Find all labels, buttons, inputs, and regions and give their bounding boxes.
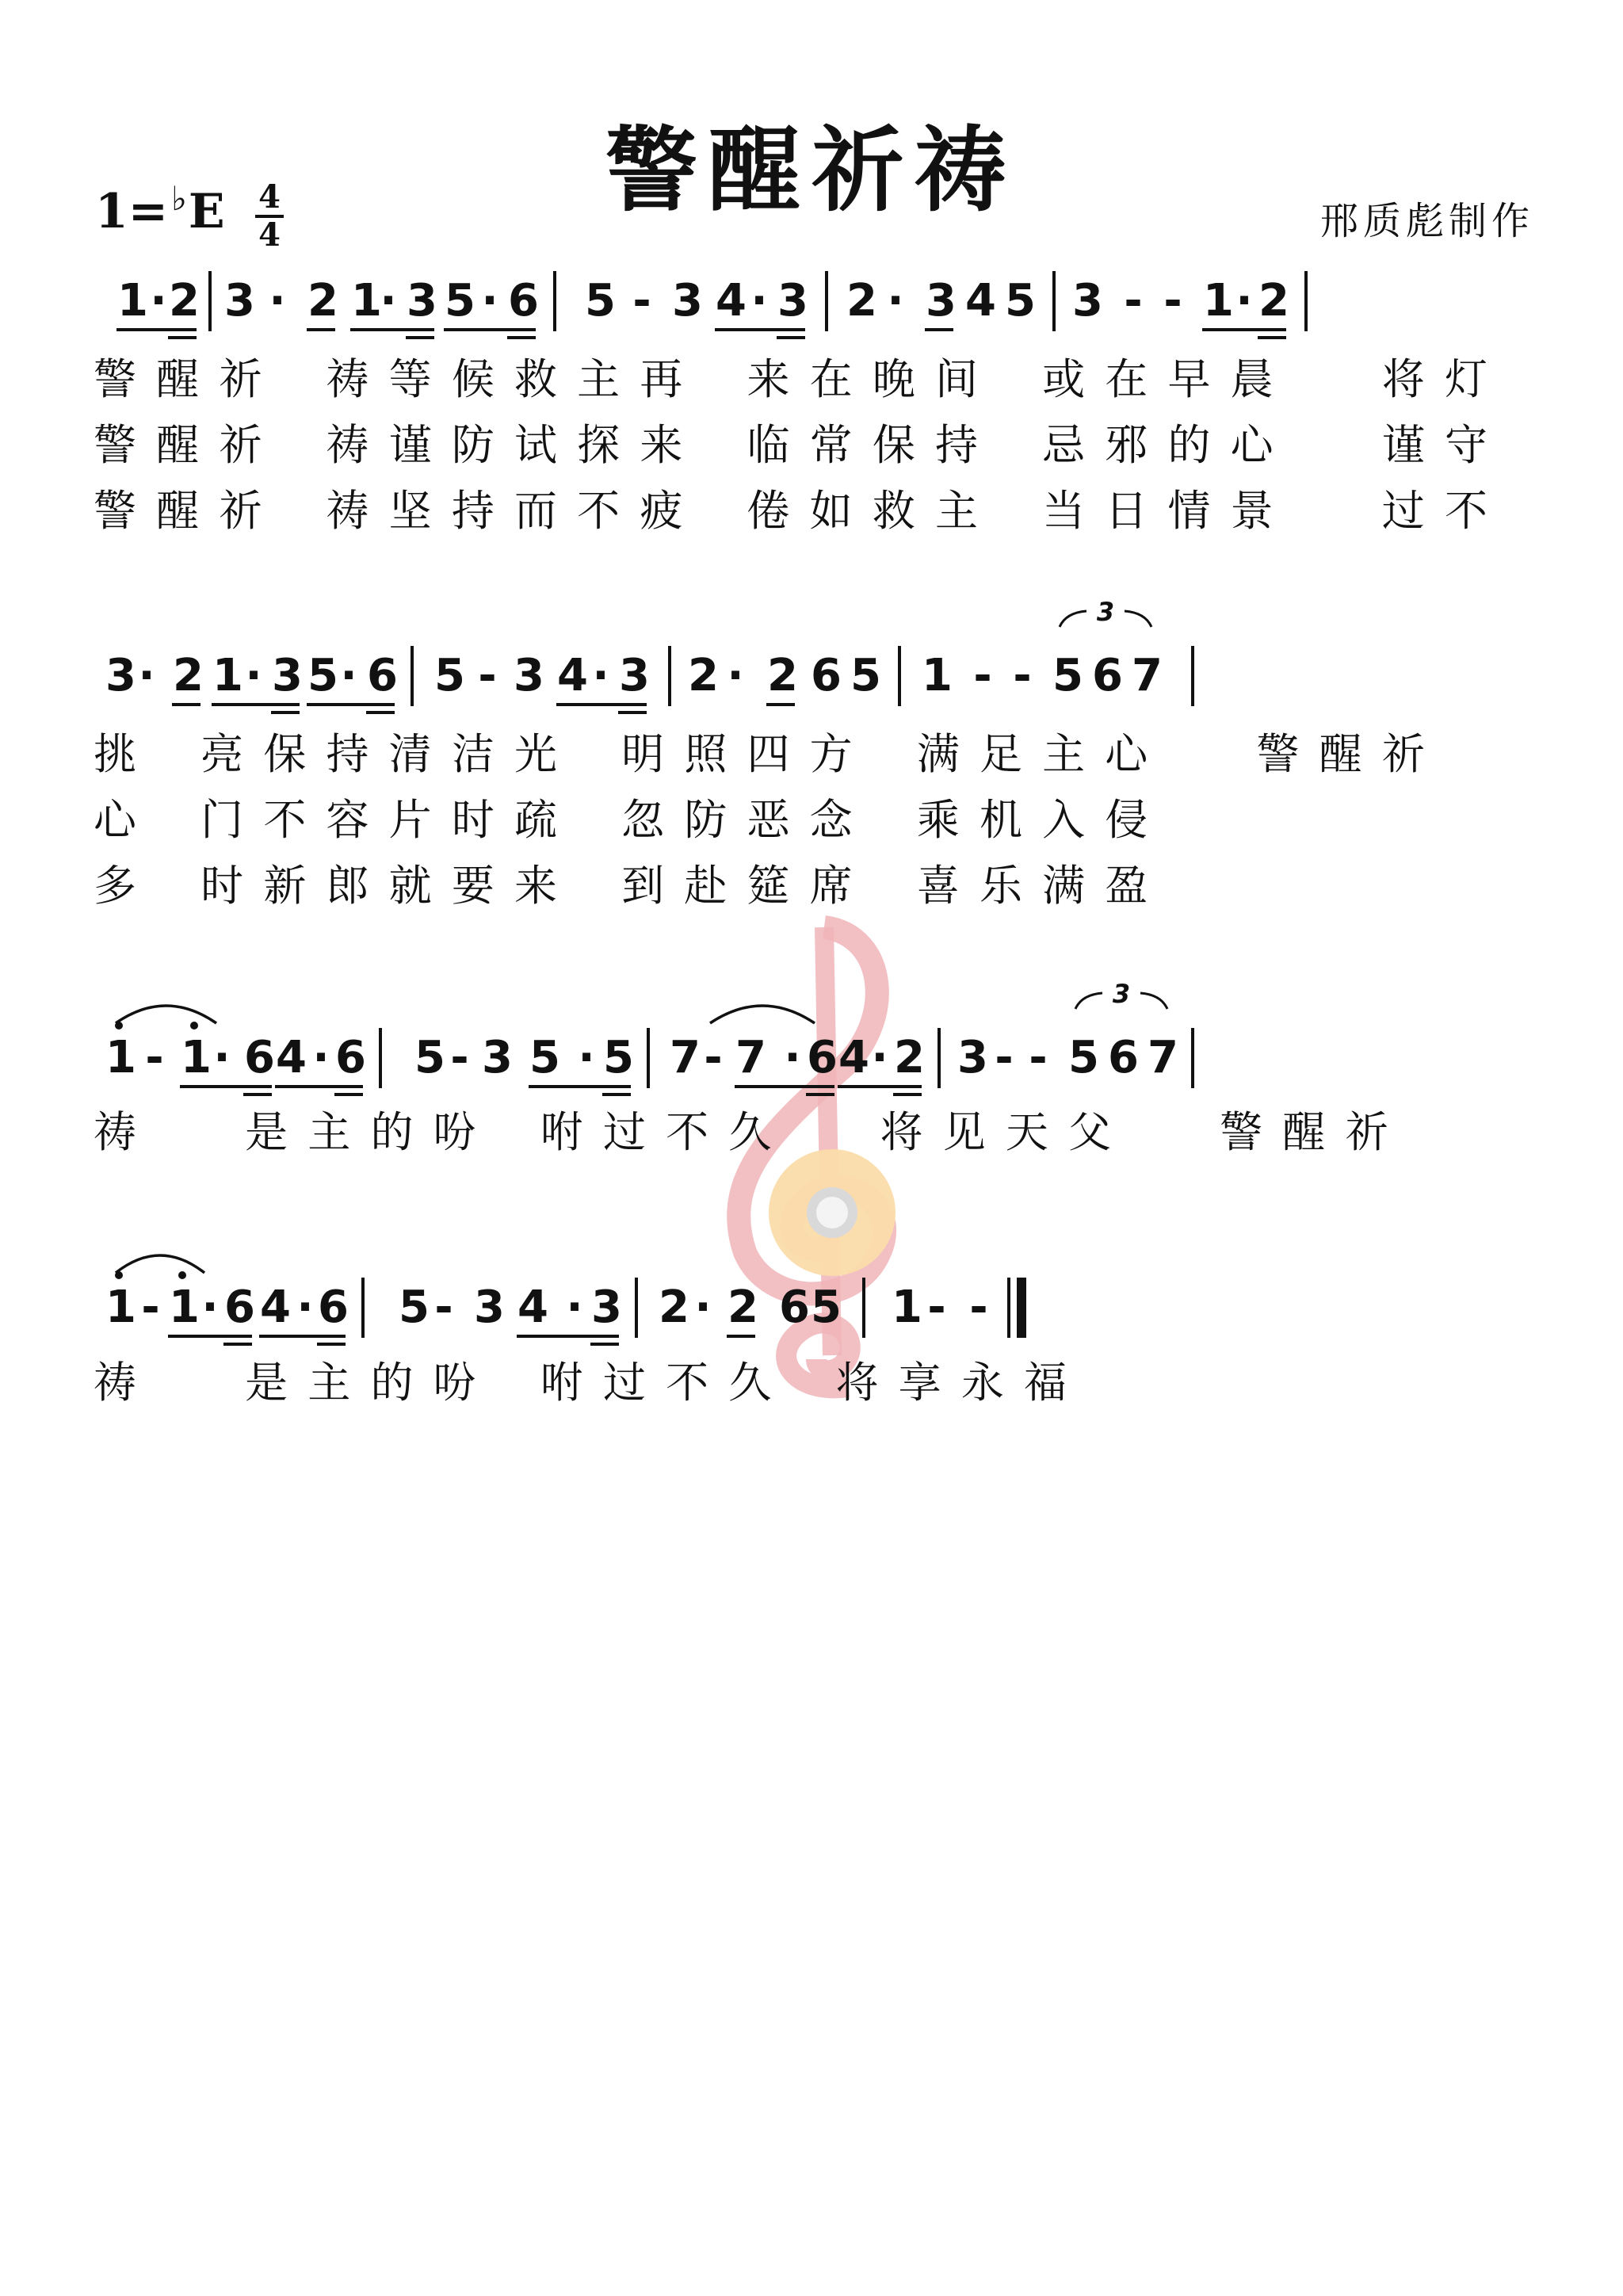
augmentation-dot: · [245,650,262,701]
jianpu-note: 4 [276,1032,307,1083]
jianpu-note: 3 [926,275,957,327]
augmentation-dot: · [380,275,397,327]
jianpu-note: 6 [779,1282,810,1333]
jianpu-note: 2 [894,1032,925,1083]
jianpu-note: 2 [727,1282,758,1333]
lyric-line: 挑 亮 保 持 清 洁 光 明 照 四 方 满 足 主 心 警 醒 祈 [94,729,1426,779]
sixteenth-underline [893,1093,922,1096]
jianpu-note: 2 [688,650,719,701]
sixteenth-underline [271,711,300,714]
triplet-bracket [1058,605,1153,628]
meter-top: 4 [258,178,281,216]
augmentation-dot: · [201,1282,219,1333]
jianpu-note: 3 [482,1032,513,1083]
sixteenth-underline [777,336,805,339]
jianpu-note: 1 [212,650,243,701]
augmentation-dot: · [481,275,498,327]
time-signature [254,178,285,254]
sixteenth-underline [406,336,434,339]
jianpu-note: 1 [1203,275,1234,327]
eighth-underline [307,328,335,331]
triplet-bracket [1074,987,1169,1010]
jianpu-note: 4 [965,275,996,327]
augmentation-dot: · [269,275,286,327]
jianpu-note: 5 [603,1032,634,1083]
lyric-line: 警 醒 祈 祷 谨 防 试 探 来 临 常 保 持 忌 邪 的 心 谨 守 [94,420,1489,470]
jianpu-note: 4 [260,1282,291,1333]
jianpu-note: 1 [105,1282,136,1333]
jianpu-note: 1 [169,1282,200,1333]
jianpu-note: 2 [307,275,338,327]
augmentation-dot: · [296,1282,314,1333]
bar-line [1052,271,1056,331]
final-barline-thin [1007,1278,1010,1338]
jianpu-note: 5 [529,1032,560,1083]
augmentation-dot: · [750,275,768,327]
jianpu-note: 6 [224,1282,255,1333]
final-barline-thick [1017,1278,1026,1338]
jianpu-note: 2 [767,650,798,701]
sixteenth-underline [507,336,536,339]
jianpu-note: 5 [307,650,338,701]
jianpu-note: 2 [846,275,877,327]
sixteenth-underline [618,711,647,714]
eighth-underline [172,703,200,706]
augmentation-dot: · [727,650,744,701]
tie-arc [707,995,818,1026]
eighth-underline [766,703,795,706]
jianpu-note: 4 [716,275,747,327]
augmentation-dot: · [887,275,904,327]
jianpu-note: 5 [585,275,616,327]
sixteenth-underline [334,1093,363,1096]
jianpu-note: 6 [335,1032,366,1083]
bar-line [647,1028,650,1088]
tie-arc [113,995,220,1026]
key-signature [95,179,225,239]
eighth-underline [1202,328,1286,331]
augmentation-dot: · [694,1282,712,1333]
augmentation-dot: · [312,1032,330,1083]
jianpu-note: 5 [1005,275,1036,327]
augmentation-dot: · [138,650,155,701]
triplet-number: 3 [1096,597,1115,627]
jianpu-note: 3 [672,275,703,327]
sixteenth-underline [602,1093,631,1096]
dash-extension: - [141,1282,160,1333]
lyric-line: 警 醒 祈 祷 坚 持 而 不 疲 倦 如 救 主 当 日 情 景 过 不 [94,486,1489,536]
augmentation-dot: · [871,1032,888,1083]
sixteenth-underline [590,1343,619,1346]
jianpu-note: 3 [272,650,303,701]
jianpu-note: 3 [224,275,255,327]
eighth-underline [180,1085,272,1088]
dash-extension: - [969,1282,988,1333]
eighth-underline [529,1085,631,1088]
bar-line [898,646,901,706]
sixteenth-underline [168,336,197,339]
augmentation-dot: · [566,1282,583,1333]
bar-line [411,646,414,706]
sixteenth-underline [366,711,395,714]
dash-extension: - [434,1282,453,1333]
eighth-underline [517,1335,619,1338]
jianpu-note: 5 [445,275,475,327]
jianpu-note: 7 [670,1032,701,1083]
eighth-underline [212,703,300,706]
sixteenth-underline [317,1343,346,1346]
dash-extension: - [632,275,651,327]
bar-line [1191,646,1194,706]
jianpu-note: 6 [244,1032,275,1083]
key-prefix: 1= [95,184,169,239]
jianpu-note: 5 [850,650,881,701]
lyric-line: 多 时 新 郎 就 要 来 到 赴 筵 席 喜 乐 满 盈 [94,861,1150,911]
sixteenth-underline [223,1343,252,1346]
eighth-underline [715,328,805,331]
augmentation-dot: · [1235,275,1253,327]
bar-line [361,1278,365,1338]
dash-extension: - [1013,650,1032,701]
lyric-line: 警 醒 祈 祷 等 候 救 主 再 来 在 晚 间 或 在 早 晨 将 灯 [94,354,1489,404]
sixteenth-underline [1258,336,1286,339]
jianpu-note: 2 [169,275,200,327]
jianpu-note: 6 [811,650,842,701]
jianpu-note: 4 [838,1032,869,1083]
eighth-underline [116,328,197,331]
tie-arc [113,1244,208,1276]
lyric-line: 祷 是 主 的 吩 咐 过 不 久 将 见 天 父 警 醒 祈 [94,1107,1390,1157]
jianpu-note: 3 [407,275,437,327]
jianpu-note: 1 [117,275,148,327]
dash-extension: - [704,1032,723,1083]
sixteenth-underline [243,1093,272,1096]
jianpu-note: 1 [105,1032,136,1083]
bar-line [208,271,212,331]
augmentation-dot: · [784,1032,801,1083]
bar-line [1304,271,1308,331]
jianpu-note: 6 [367,650,398,701]
bar-line [668,646,671,706]
jianpu-note: 4 [517,1282,548,1333]
eighth-underline [307,703,395,706]
jianpu-note: 2 [173,650,204,701]
jianpu-note: 6 [508,275,539,327]
eighth-underline [168,1335,252,1338]
eighth-underline [259,1335,346,1338]
bar-line [862,1278,865,1338]
bar-line [379,1028,382,1088]
jianpu-note: 7 [1132,650,1163,701]
jianpu-note: 4 [557,650,588,701]
bar-line [553,271,556,331]
jianpu-note: 5 [414,1032,445,1083]
augmentation-dot: · [213,1032,231,1083]
augmentation-dot: · [578,1032,595,1083]
jianpu-note: 1 [892,1282,922,1333]
jianpu-note: 1 [351,275,382,327]
triplet-number: 3 [1112,979,1131,1009]
jianpu-note: 1 [922,650,953,701]
jianpu-note: 7 [735,1032,766,1083]
jianpu-note: 3 [777,275,808,327]
augmentation-dot: · [150,275,167,327]
augmentation-dot: · [592,650,609,701]
eighth-underline [556,703,647,706]
jianpu-note: 5 [811,1282,842,1333]
jianpu-note: 1 [181,1032,212,1083]
meter-bottom: 4 [258,216,281,254]
dash-extension: - [973,650,992,701]
eighth-underline [925,328,953,331]
jianpu-note: 6 [1108,1032,1139,1083]
author-credit: 邢质彪制作 [1319,199,1534,243]
bar-line [1191,1028,1194,1088]
jianpu-note: 3 [105,650,136,701]
bar-line [825,271,828,331]
eighth-underline [735,1085,834,1088]
dash-extension: - [1029,1032,1048,1083]
dash-extension: - [145,1032,164,1083]
jianpu-note: 7 [1148,1032,1178,1083]
eighth-underline [275,1085,363,1088]
jianpu-note: 6 [807,1032,838,1083]
dash-extension: - [995,1032,1014,1083]
augmentation-dot: · [340,650,357,701]
flat-sign: ♭ [171,179,187,218]
eighth-underline [350,328,434,331]
jianpu-note: 2 [659,1282,689,1333]
jianpu-note: 3 [474,1282,505,1333]
eighth-underline [727,1335,755,1338]
jianpu-note: 6 [1092,650,1123,701]
bar-line [938,1028,941,1088]
jianpu-note: 3 [1072,275,1103,327]
jianpu-note: 6 [318,1282,349,1333]
dash-extension: - [1163,275,1182,327]
dash-extension: - [450,1032,469,1083]
page-title: 警醒祈祷 [605,117,1018,224]
jianpu-note: 5 [1052,650,1083,701]
key-tonic: E [188,184,225,239]
jianpu-note: 5 [1068,1032,1099,1083]
jianpu-note: 3 [619,650,650,701]
eighth-underline [838,1085,922,1088]
jianpu-note: 3 [514,650,544,701]
jianpu-note: 5 [399,1282,430,1333]
lyric-line: 心 门 不 容 片 时 疏 忽 防 恶 念 乘 机 入 侵 [94,795,1150,845]
jianpu-note: 3 [957,1032,988,1083]
dash-extension: - [927,1282,946,1333]
lyric-line: 祷 是 主 的 吩 咐 过 不 久 将 享 永 福 [94,1358,1068,1408]
sixteenth-underline [806,1093,834,1096]
bar-line [635,1278,638,1338]
jianpu-note: 5 [434,650,465,701]
jianpu-note: 2 [1258,275,1289,327]
dash-extension: - [1124,275,1143,327]
dash-extension: - [478,650,497,701]
jianpu-note: 3 [591,1282,622,1333]
eighth-underline [444,328,536,331]
